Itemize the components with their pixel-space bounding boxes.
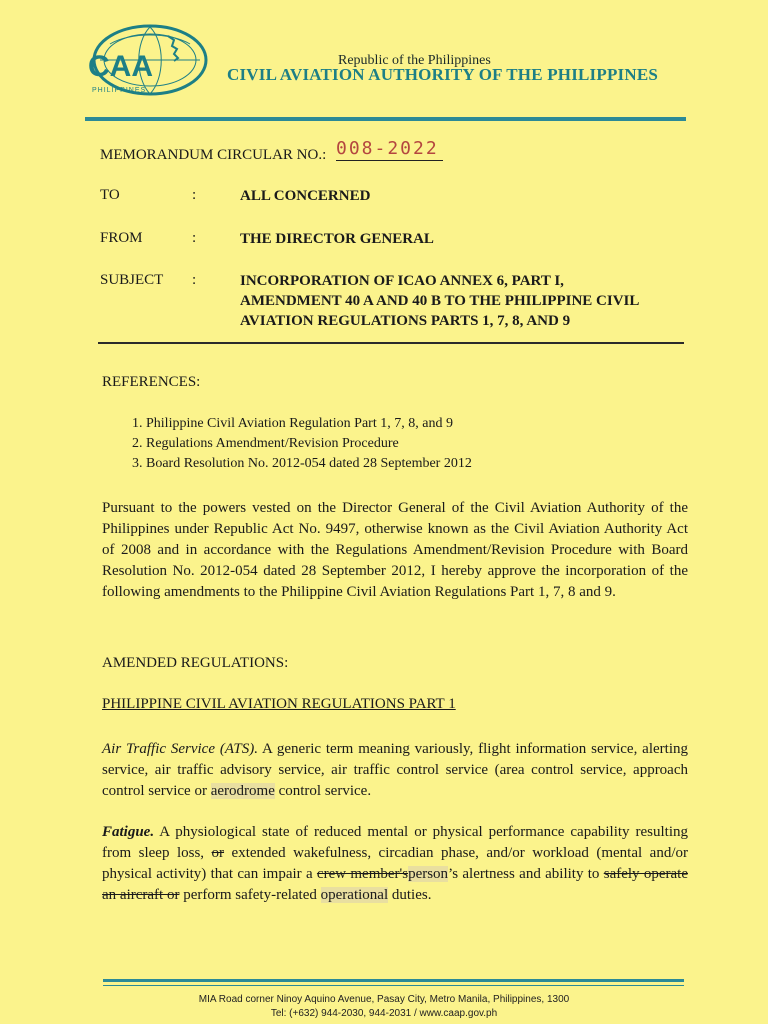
ats-text: A generic term meaning variously, flight information service, alerting service, air traffic advisory service, air traffic control service (area control service, approach control service or bbox=[102, 741, 688, 799]
subject-line: INCORPORATION OF ICAO ANNEX 6, PART I, bbox=[240, 273, 564, 289]
to-colon: : bbox=[192, 187, 197, 203]
from-value: THE DIRECTOR GENERAL bbox=[240, 231, 434, 247]
footer-address: MIA Road corner Ninoy Aquino Avenue, Pasay City, Metro Manila, Philippines, 1300 bbox=[198, 994, 570, 1005]
subject-label: SUBJECT bbox=[100, 272, 164, 288]
memo-number: 008-2022 bbox=[336, 138, 443, 161]
footer-contact: Tel: (+632) 944-2030, 944-2031 / www.caap.gov.ph bbox=[270, 1008, 498, 1019]
caap-logo bbox=[80, 22, 210, 104]
fatigue-definition bbox=[102, 822, 688, 906]
fatigue-inserted-word: operational bbox=[320, 887, 389, 903]
to-value: ALL CONCERNED bbox=[240, 188, 371, 204]
fatigue-term: Fatigue. bbox=[102, 824, 155, 840]
fatigue-text: A physiological state of reduced mental or physical performance capability resulting from sleep loss, bbox=[102, 824, 688, 861]
republic-heading: Republic of the Philippines bbox=[338, 53, 491, 68]
fatigue-deleted-phrase: safely operate an aircraft or bbox=[102, 866, 688, 903]
agency-heading: CIVIL AVIATION AUTHORITY OF THE PHILIPPINES bbox=[227, 65, 659, 84]
ats-text-end: control service. bbox=[274, 783, 372, 799]
ats-term: Air Traffic Service (ATS). bbox=[102, 741, 259, 757]
fatigue-deleted-word: or bbox=[211, 845, 225, 861]
logo-text: CAA bbox=[88, 50, 153, 83]
subject-line: AVIATION REGULATIONS PARTS 1, 7, 8, AND 9 bbox=[240, 313, 571, 329]
footer-rule-thin bbox=[103, 985, 684, 986]
reference-item: 1. Philippine Civil Aviation Regulation Part 1, 7, 8, and 9 bbox=[146, 414, 472, 434]
subject-rule bbox=[98, 342, 684, 344]
subject-line: AMENDMENT 40 A AND 40 B TO THE PHILIPPINE CIVIL bbox=[240, 293, 640, 309]
to-label: TO bbox=[100, 187, 120, 203]
ats-highlight: aerodrome bbox=[210, 783, 275, 799]
ats-definition bbox=[102, 739, 688, 802]
subject-value bbox=[240, 271, 639, 331]
fatigue-text: ’s alertness and ability to bbox=[448, 866, 604, 882]
fatigue-text: perform safety-related bbox=[179, 887, 321, 903]
references-list bbox=[124, 414, 472, 474]
footer-rule bbox=[103, 979, 684, 982]
from-label: FROM bbox=[100, 230, 143, 246]
intro-paragraph: Pursuant to the powers vested on the Director General of the Civil Aviation Authority of the Philippines under Republic Act No. 9497, otherwise known as the Civil Aviation Authority Act of 2008 and in accordance with the Regulations Amendment/Revision Procedure with Board Resolution No. 2012-054 dated 28 September 2012, I hereby approve the incorporation of the following amendments to the Philippine Civil Aviation Regulations Part 1, 7, 8 and 9. bbox=[102, 500, 688, 600]
reference-item: 2. Regulations Amendment/Revision Procedure bbox=[146, 434, 472, 454]
header-rule bbox=[85, 117, 686, 121]
subject-colon: : bbox=[192, 272, 197, 288]
references-heading: REFERENCES: bbox=[102, 374, 201, 390]
memo-label: MEMORANDUM CIRCULAR NO.: bbox=[100, 147, 327, 163]
fatigue-text-end: duties. bbox=[388, 887, 432, 903]
fatigue-text: extended wakefulness, circadian phase, and/or workload (mental and/or physical activity) that can impair a bbox=[102, 845, 688, 882]
fatigue-inserted-word: person bbox=[408, 866, 449, 882]
part-heading: PHILIPPINE CIVIL AVIATION REGULATIONS PART 1 bbox=[102, 696, 456, 712]
from-colon: : bbox=[192, 230, 197, 246]
logo-subtext: PHILIPPINES bbox=[92, 87, 147, 94]
reference-item: 3. Board Resolution No. 2012-054 dated 28 September 2012 bbox=[146, 454, 472, 474]
amended-regulations-heading: AMENDED REGULATIONS: bbox=[102, 655, 289, 671]
fatigue-deleted-word: crew member's bbox=[316, 866, 409, 882]
